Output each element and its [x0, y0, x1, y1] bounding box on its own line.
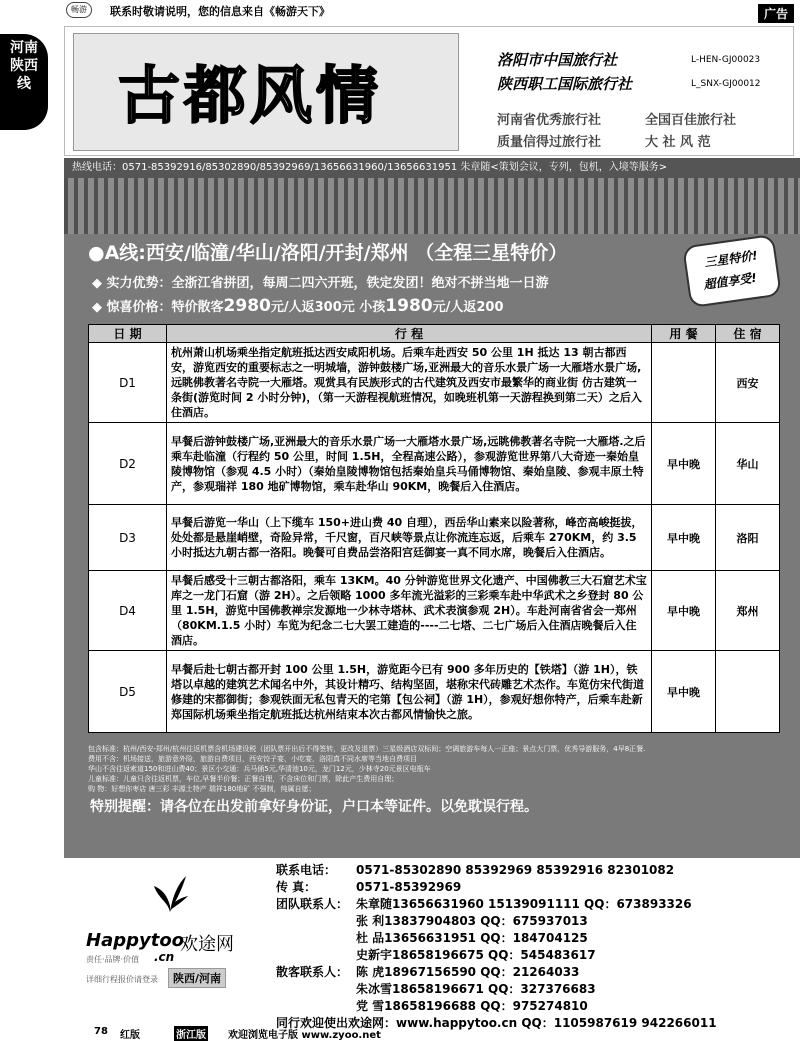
- note-line: 包含标准：杭州/西安-郑州/杭州往返机票含机场建设税（团队票开出后不得签转，更改及退票）三星级酒店双标间；空调旅游车每人一正座；景点大门票，优秀导游服务，4早8正餐.: [88, 745, 646, 753]
- side-tab-line3: 线: [17, 76, 31, 92]
- table-row: [89, 343, 780, 423]
- day-cell: D1: [89, 343, 167, 423]
- price-line: [92, 296, 504, 316]
- license-2: L_SNX-GJ00012: [691, 79, 761, 89]
- contact-value: 杜 品13656631951 QQ：184704125: [356, 931, 588, 945]
- contact-row: [276, 913, 717, 930]
- magazine-logo: 畅游: [66, 2, 92, 18]
- meal-cell: 早中晚: [652, 651, 716, 733]
- happytoo-small: 详细行程报价请登录: [86, 975, 158, 984]
- brand-box: [73, 33, 459, 151]
- contact-label: 传 真：: [276, 880, 317, 894]
- contact-value: 陈 虎18967156590 QQ：21264033: [356, 965, 580, 979]
- honor-1: 河南省优秀旅行社: [497, 113, 602, 128]
- decorative-pattern: [64, 178, 800, 234]
- honor-2: 全国百佳旅行社: [645, 113, 737, 128]
- side-tab-line2: 陕西: [10, 58, 38, 74]
- side-tab-line1: 河南: [10, 40, 38, 56]
- contact-row: [276, 896, 717, 913]
- meal-cell: 早中晚: [652, 423, 716, 505]
- note-line: 购 物：好想你枣店 唐三彩 丰源土特产 瑞祥180地矿 不强制，纯属自愿；: [88, 785, 316, 793]
- col-meals: 用 餐: [652, 325, 716, 343]
- meal-cell: [652, 343, 716, 423]
- desc-cell: 杭州萧山机场乘坐指定航班抵达西安咸阳机场。后乘车赴西安 50 公里 1H 抵达 13 朝古都西安，游览西安的重要标志之一明城墙，游钟鼓楼广场,亚洲最大的音乐水景广场一大雁塔水景广场,远眺佛教著名寺院一大雁塔。观赏具有民族形式的古代建筑及西安市最繁华的商业街 仿古建筑一条街(游览时间 2 小时分钟)，（第一天游程视航班情况，如晚班机第一天游程换到第二天）之后入住酒店。: [167, 343, 652, 423]
- main-panel: [64, 178, 800, 858]
- agency-name-1: 洛阳市中国旅行社: [497, 51, 618, 69]
- slogan-line2: 超值享受!: [702, 270, 758, 293]
- region-side-tab: [0, 34, 48, 130]
- table-row: [89, 505, 780, 571]
- col-hotel: 住 宿: [716, 325, 780, 343]
- itinerary-table: [88, 324, 780, 733]
- route-title: ●A线:西安/临潼/华山/洛阳/开封/郑州 （全程三星特价）: [88, 242, 568, 264]
- contact-value: www.happytoo.cn QQ：1105987619 942266011: [396, 1016, 717, 1030]
- brand-title: 古都风情: [118, 59, 383, 132]
- price-label: ◆ 惊喜价格：特价散客: [92, 300, 224, 315]
- note-line: 费用不含：机场接送，旅游意外险，旅游自费项目，西安饺子宴，小吃宴，洛阳真不同水席等当地自费项目: [88, 755, 417, 763]
- honor-3: 质量信得过旅行社: [497, 135, 602, 150]
- contact-row: [276, 964, 717, 981]
- special-reminder: 特别提醒：请各位在出发前拿好身份证，户口本等证件。以免耽误行程。: [90, 799, 538, 815]
- contact-label: 团队联系人：: [276, 897, 349, 911]
- contact-value: 0571-85392969: [356, 880, 462, 894]
- desc-cell: 早餐后游览一华山（上下缆车 150+进山费 40 自理），西岳华山素来以险著称，峰峦高峻挺拔，处处都是悬崖峭壁，奇险异常，千尺窗，百尺峡等景点让你流连忘返，后乘车 270KM，约 3.5 小时抵达九朝古都一洛阳。晚餐可自费品尝洛阳宫廷御宴一真不同水席，晚餐后入住酒店。: [167, 505, 652, 571]
- desc-cell: 早餐后感受十三朝古都洛阳，乘车 13KM。40 分钟游览世界文化遗产、中国佛教三大石窟艺术宝库之一龙门石窟（游 2H）。之后领略 1000 多年流光溢彩的三彩乘车赴中华武术之乡登封 80 公里 1.5H，游览中国佛教禅宗发源地一少林寺塔林、武术表演参观 2H）。车赴河南省省会一郑州（80KM.1.5 小时）车览为纪念二七大罢工建造的----二七塔、二七广场后入住酒店晚餐后入住酒店。: [167, 571, 652, 651]
- agency-name-2: 陕西职工国际旅行社: [497, 75, 633, 93]
- contact-tip: 联系时敬请说明，您的信息来自《畅游天下》: [110, 5, 330, 18]
- page-number: 78: [94, 1026, 108, 1037]
- happytoo-region: 陕西/河南: [168, 968, 226, 988]
- contact-label: 同行欢迎使出欢途网：: [276, 1016, 397, 1030]
- hotel-cell: [716, 651, 780, 733]
- desc-cell: 早餐后游钟鼓楼广场,亚洲最大的音乐水景广场一大雁塔水景广场,远眺佛教著名寺院一大雁塔.之后乘车赴临潼（行程约 50 公里，时间 1.5H，全程高速公路），参观游览世界第八大奇迹一秦始皇陵博物馆（参观 4.5 小时）（秦始皇陵博物馆包括秦始皇兵马俑博物馆、秦始皇陵、参观丰原土特产，参观瑞祥 180 地矿博物馆，乘车赴华山 90KM，晚餐后入住酒店。: [167, 423, 652, 505]
- license-1: L-HEN-GJ00023: [691, 55, 761, 65]
- honor-4: 大 社 风 范: [645, 135, 711, 150]
- contact-row: [276, 879, 717, 896]
- desc-cell: 早餐后赴七朝古都开封 100 公里 1.5H，游览距今已有 900 多年历史的【铁塔】（游 1H），铁塔以卓越的建筑艺术闻名中外，其设计精巧、结构坚固，堪称宋代砖雕艺术杰作。车览仿宋代街道修建的宋都御街；参观铁面无私包青天的宅第【包公祠】（游 1H），参观好想你特产，后乘车赴新郑国际机场乘坐指定航班抵达杭州结束本次古都风情愉快之旅。: [167, 651, 652, 733]
- col-itinerary: 行 程: [167, 325, 652, 343]
- contact-row: [276, 930, 717, 947]
- day-cell: D3: [89, 505, 167, 571]
- hotline-bar: 热线电话：0571-85392916/85302890/85392969/13656631960/13656631951 朱章随<策划会议，专列，包机，入境等服务>: [64, 158, 800, 178]
- province-badge: 浙江版: [174, 1026, 208, 1041]
- meal-cell: 早中晚: [652, 571, 716, 651]
- butterfly-logo-icon: [150, 872, 190, 916]
- advantage-line: ◆ 实力优势：全浙江省拼团，每周二四六开班，铁定发团！绝对不拼当地一日游: [92, 276, 549, 291]
- fee-notes: [88, 744, 788, 794]
- day-cell: D2: [89, 423, 167, 505]
- contact-value: 朱冰雪18658196671 QQ：327376683: [356, 982, 596, 996]
- contact-value: 史新宇18658196675 QQ：545483617: [356, 948, 596, 962]
- edition-label: 红版: [120, 1030, 140, 1041]
- hotel-cell: 华山: [716, 423, 780, 505]
- price-adult: 2980: [223, 296, 271, 316]
- contact-value: 朱章随13656631960 15139091111 QQ：673893326: [356, 897, 692, 911]
- happytoo-domain: .cn: [154, 950, 175, 964]
- meal-cell: 早中晚: [652, 505, 716, 571]
- col-date: 日 期: [89, 325, 167, 343]
- slogan-bubble: [682, 234, 782, 308]
- contact-value: 党 雪18658196688 QQ：975274810: [356, 999, 588, 1013]
- happytoo-brand: [64, 858, 270, 1026]
- table-row: [89, 423, 780, 505]
- contact-row: [276, 981, 717, 998]
- website-link[interactable]: 欢迎浏览电子版 www.zyoo.net: [228, 1030, 381, 1041]
- contact-block: [276, 862, 717, 1032]
- hotel-cell: 西安: [716, 343, 780, 423]
- day-cell: D5: [89, 651, 167, 733]
- ad-badge: 广告: [758, 4, 794, 23]
- top-bar: [0, 0, 800, 22]
- note-line: 华山不含往返索道150和进山费40；景区小交通：兵马俑5元,华清池10元，龙门12元，少林寺20元景区电瓶车: [88, 765, 431, 773]
- note-line: 儿童标准：儿童只含往返机票，车位,早餐半价餐；正餐自理，不含床位和门票，除此产生费用自理；: [88, 775, 399, 783]
- price-adult-suffix: 元/人返300元 小孩: [270, 300, 386, 315]
- day-cell: D4: [89, 571, 167, 651]
- hotel-cell: 洛阳: [716, 505, 780, 571]
- contact-row: [276, 947, 717, 964]
- contact-row: [276, 998, 717, 1015]
- page-footer: [0, 1026, 800, 1040]
- table-row: [89, 571, 780, 651]
- happytoo-cn: 欢途网: [180, 934, 234, 955]
- contact-label: 联系电话：: [276, 863, 337, 877]
- price-child-suffix: 元/人返200: [432, 300, 504, 315]
- contact-row: [276, 862, 717, 879]
- price-child: 1980: [385, 296, 433, 316]
- slogan-line1: 三星特价!: [703, 248, 759, 270]
- table-row: [89, 651, 780, 733]
- hotel-cell: 郑州: [716, 571, 780, 651]
- contact-value: 张 利13837904803 QQ：675937013: [356, 914, 588, 928]
- contact-label: 散客联系人：: [276, 965, 349, 979]
- happytoo-name: Happytoo: [86, 930, 185, 951]
- header: [64, 26, 794, 156]
- contact-value: 0571-85302890 85392969 85392916 82301082: [356, 863, 675, 877]
- happytoo-slogan: 责任·品牌·价值: [86, 955, 140, 964]
